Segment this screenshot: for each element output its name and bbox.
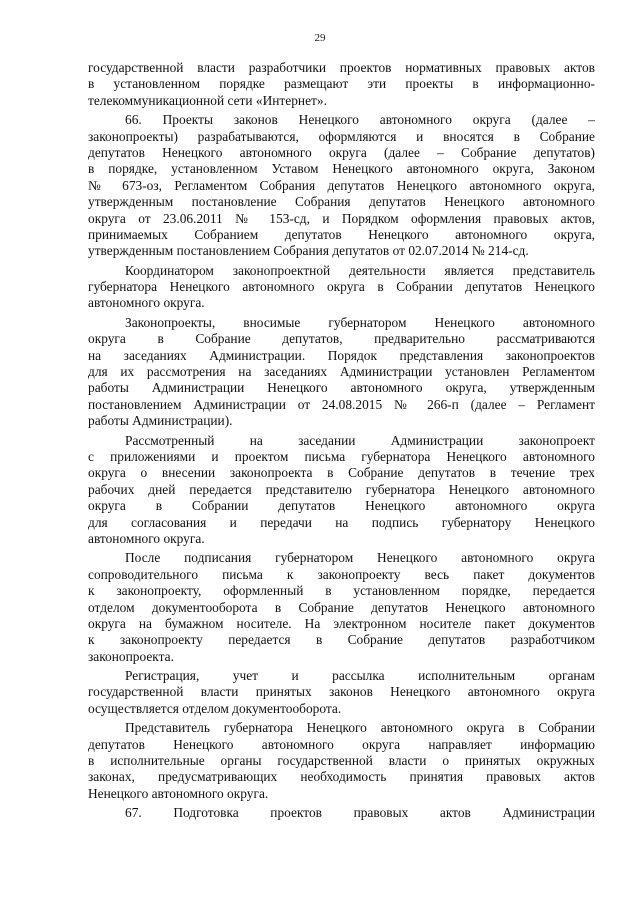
text-line: Координатором законопроектной деятельности является представитель [125, 262, 595, 278]
text-line: для согласования и передачи на подпись губернатору Ненецкого [88, 514, 595, 530]
text-line: утвержденным постановление Собрания депутатов Ненецкого автономного [88, 194, 595, 210]
paragraph [88, 433, 595, 548]
text-line: Рассмотренный на заседании Администрации законопроект [125, 432, 595, 448]
paragraph [88, 720, 595, 802]
paragraph [88, 315, 595, 430]
text-line: законопроекты) разрабатываются, оформляются и вносятся в Собрание [88, 128, 595, 144]
text-line: с приложениями и проектом письма губернатора Ненецкого автономного [88, 448, 595, 464]
text-line: в порядке, установленном Уставом Ненецкого автономного округа, Законом [88, 161, 595, 177]
text-line: утвержденным постановлением Собрания депутатов от 02.07.2014 № 214-сд. [88, 243, 529, 259]
text-line: После подписания губернатором Ненецкого автономного округа [125, 550, 595, 566]
text-line: отделом документооборота в Собрание депутатов Ненецкого автономного [88, 599, 595, 615]
text-line: к законопроекту передается в Собрание депутатов разработчиком [88, 632, 595, 648]
text-line: принимаемых Собранием депутатов Ненецкого автономного округа, [88, 226, 595, 242]
text-line: законах, предусматривающих необходимость принятия правовых актов [88, 769, 595, 785]
text-line: для их рассмотрения на заседаниях Администрации установлен Регламентом [88, 364, 595, 380]
text-line: осуществляется отделом документооборота. [88, 700, 342, 716]
text-line: округа на бумажном носителе. На электронном носителе пакет документов [88, 615, 595, 631]
text-line: автономного округа. [88, 530, 205, 546]
paragraph [88, 550, 595, 665]
text-line: на заседаниях Администрации. Порядок представления законопроектов [88, 347, 595, 363]
text-line: депутатов Ненецкого автономного округа (далее – Собрание депутатов) [88, 144, 595, 160]
paragraph [88, 263, 595, 312]
text-line: Представитель губернатора Ненецкого автономного округа в Собрании [125, 720, 595, 736]
text-line: в исполнительные органы государственной власти о принятых окружных [88, 753, 595, 769]
text-line: 66. Проекты законов Ненецкого автономного округа (далее – [125, 112, 595, 128]
text-line: рабочих дней передается представителю губернатора Ненецкого автономного [88, 481, 595, 497]
text-line: № 673-оз, Регламентом Собрания депутатов Ненецкого автономного округа, [88, 177, 595, 193]
text-line: Регистрация, учет и рассылка исполнительным органам [125, 668, 595, 684]
paragraph [88, 805, 595, 821]
text-line: постановлением Администрации от 24.08.2015 № 266-п (далее – Регламент [88, 396, 595, 412]
page-number: 29 [314, 32, 326, 44]
text-line: телекоммуникационной сети «Интернет». [88, 92, 327, 108]
text-line: Законопроекты, вносимые губернатором Ненецкого автономного [125, 314, 595, 330]
text-line: 67. Подготовка проектов правовых актов Администрации [125, 805, 595, 821]
text-line: государственной власти разработчики проектов нормативных правовых актов [88, 60, 595, 75]
paragraph [88, 60, 595, 109]
text-line: депутатов Ненецкого автономного округа направляет информацию [88, 736, 595, 752]
text-line: работы Администрации). [88, 413, 233, 429]
text-line: округа в Собрание депутатов, предварительно рассматриваются [88, 331, 595, 347]
text-line: округа от 23.06.2011 № 153-сд, и Порядком оформления правовых актов, [88, 210, 595, 226]
text-line: сопроводительного письма к законопроекту весь пакет документов [88, 566, 595, 582]
text-line: в установленном порядке размещают эти проекты в информационно- [88, 76, 595, 92]
text-line: губернатора Ненецкого автономного округа в Собрании депутатов Ненецкого [88, 279, 595, 295]
paragraph [88, 112, 595, 260]
text-line: округа о внесении законопроекта в Собрание депутатов в течение трех [88, 465, 595, 481]
text-line: государственной власти принятых законов Ненецкого автономного округа [88, 684, 595, 700]
document-body [88, 60, 595, 825]
text-line: округа в Собрании депутатов Ненецкого автономного округа [88, 498, 595, 514]
text-line: Ненецкого автономного округа. [88, 785, 269, 801]
text-line: автономного округа. [88, 295, 205, 311]
paragraph [88, 668, 595, 717]
text-line: работы Администрации Ненецкого автономного округа, утвержденным [88, 380, 595, 396]
text-line: к законопроекту, оформленный в установленном порядке, передается [88, 583, 595, 599]
text-line: законопроекта. [88, 648, 174, 664]
